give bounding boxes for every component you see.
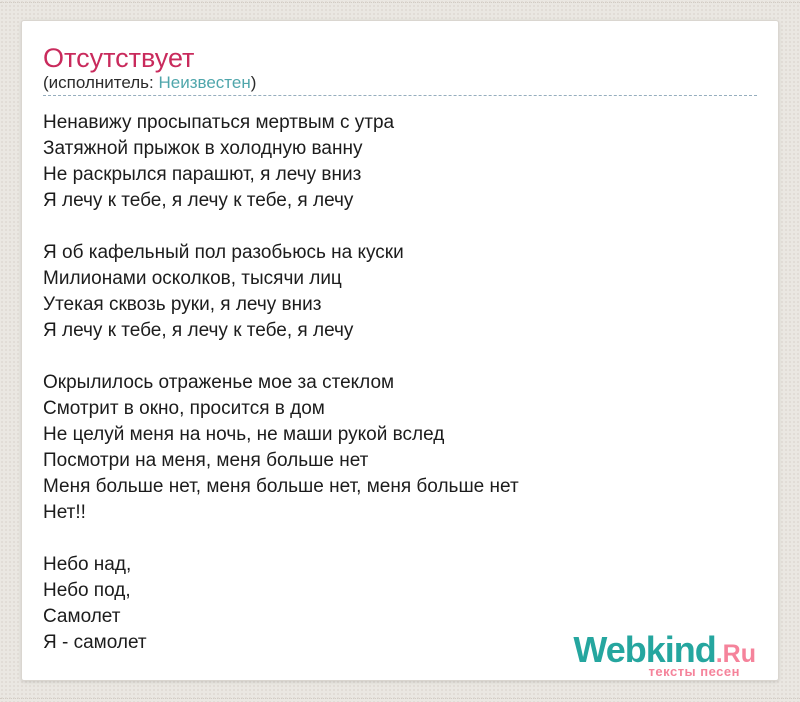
- lyrics-line: Не целуй меня на ночь, не маши рукой вслед: [43, 424, 445, 445]
- logo-ru: .Ru: [715, 640, 756, 668]
- lyrics-line: Я лечу к тебе, я лечу к тебе, я лечу: [43, 190, 354, 211]
- lyrics-line: Самолет: [43, 606, 121, 627]
- verse: [43, 370, 757, 526]
- webkind-logo[interactable]: [573, 629, 756, 679]
- artist-label: (исполнитель:: [43, 73, 159, 92]
- lyrics-line: Милионами осколков, тысячи лиц: [43, 268, 342, 289]
- lyrics-line: Затяжной прыжок в холодную ванну: [43, 138, 363, 159]
- logo-tagline: тексты песен: [648, 664, 740, 679]
- lyrics-line: Небо под,: [43, 580, 131, 601]
- song-title: Отсутствует: [43, 43, 195, 73]
- lyrics-line: Я об кафельный пол разобьюсь на куски: [43, 242, 404, 263]
- lyrics-card: [21, 20, 779, 681]
- verse: [43, 110, 757, 214]
- lyrics-line: Небо над,: [43, 554, 132, 575]
- lyrics-line: Окрылилось отраженье мое за стеклом: [43, 372, 395, 393]
- webkind-logo-text: [573, 629, 756, 670]
- verse: [43, 240, 757, 344]
- artist-line: [43, 73, 757, 96]
- lyrics-text: [43, 110, 757, 656]
- lyrics-line: Утекая сквозь руки, я лечу вниз: [43, 294, 322, 315]
- logo-webkind: Webkind: [573, 629, 716, 670]
- page-top-dotted-edge: [0, 2, 800, 3]
- lyrics-line: Я лечу к тебе, я лечу к тебе, я лечу: [43, 320, 354, 341]
- lyrics-line: Посмотри на меня, меня больше нет: [43, 450, 369, 471]
- lyrics-line: Не раскрылся парашют, я лечу вниз: [43, 164, 362, 185]
- artist-link[interactable]: Неизвестен: [158, 73, 251, 92]
- artist-close-paren: ): [250, 73, 257, 92]
- lyrics-line: Смотрит в окно, просится в дом: [43, 398, 325, 419]
- lyrics-line: Меня больше нет, меня больше нет, меня больше нет: [43, 476, 519, 497]
- lyrics-line: Я - самолет: [43, 632, 147, 653]
- lyrics-line: Нет!!: [43, 502, 86, 523]
- page-bottom-dotted-edge: [0, 698, 800, 699]
- lyrics-line: Ненавижу просыпаться мертвым с утра: [43, 112, 395, 133]
